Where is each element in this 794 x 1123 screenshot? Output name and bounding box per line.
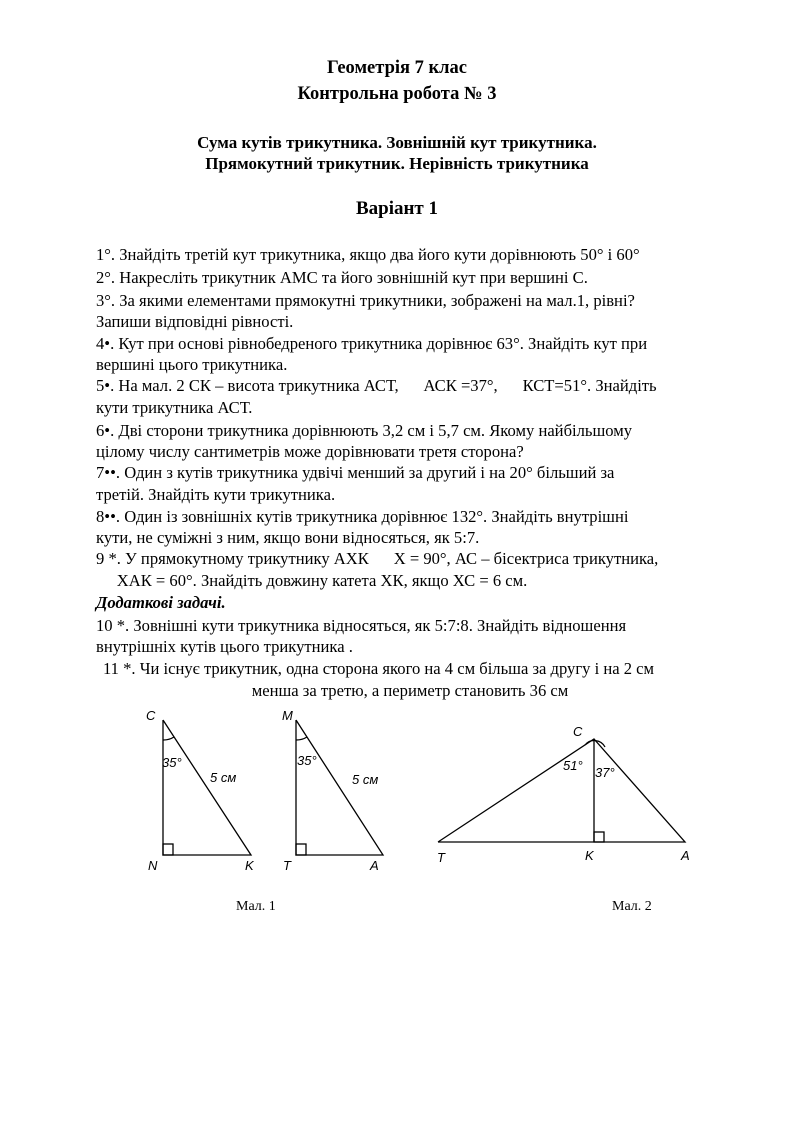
variant-heading: Варіант 1: [355, 198, 439, 219]
task-line: Запиши відповідні рівності.: [96, 312, 294, 331]
right-angle-mark: [296, 844, 306, 855]
task-line: 4•. Кут при основі рівнобедреного трикутника дорівнює 63°. Знайдіть кут при: [96, 334, 648, 353]
task-line: кути, не суміжні з ним, якщо вони відносяться, як 5:7.: [96, 528, 480, 547]
task-line: третій. Знайдіть кути трикутника.: [96, 485, 336, 504]
task-line: кути трикутника АСТ.: [96, 398, 253, 417]
side-label: 5 см: [210, 770, 237, 785]
topic-line-1: Сума кутів трикутника. Зовнішній кут трикутника.: [197, 133, 597, 152]
angle-label: 37°: [595, 765, 615, 780]
triangle-cnk: [163, 720, 251, 855]
task-11-line-1: 11 *. Чи існує трикутник, одна сторона якого на 4 см більша за другу і на 2 см: [103, 659, 655, 678]
task-line: 9 *. У прямокутному трикутнику АХК Х = 90°, АС – бісектриса трикутника,: [96, 549, 659, 568]
document-subtitle: Контрольна робота № 3: [297, 84, 497, 104]
angle-arc: [296, 737, 307, 740]
right-angle-mark: [163, 844, 173, 855]
vertex-label: T: [437, 850, 445, 865]
topic-line-2: Прямокутний трикутник. Нерівність трикутника: [205, 154, 589, 173]
triangle-act: [438, 739, 685, 842]
task-line: вершині цього трикутника.: [96, 355, 288, 374]
extra-tasks-heading: Додаткові задачі.: [96, 593, 226, 612]
task-line: 3°. За якими елементами прямокутні трикутники, зображені на мал.1, рівні?: [96, 291, 635, 310]
task-line: ХАК = 60°. Знайдіть довжину катета ХК, якщо ХС = 6 см.: [96, 571, 528, 590]
vertex-label: C: [573, 724, 583, 739]
angle-arc: [585, 741, 605, 747]
vertex-label: T: [283, 858, 291, 873]
side-label: 5 см: [352, 772, 379, 787]
task-line: 1°. Знайдіть третій кут трикутника, якщо два його кути дорівнюють 50° і 60°: [96, 245, 640, 264]
vertex-label: K: [245, 858, 254, 873]
angle-arc: [163, 737, 174, 740]
vertex-label: M: [282, 708, 293, 723]
task-line: внутрішніх кутів цього трикутника .: [96, 637, 353, 656]
document-title: Геометрія 7 клас: [326, 58, 468, 78]
figure-2-caption: Мал. 2: [612, 899, 652, 914]
angle-label: 35°: [297, 753, 317, 768]
triangle-mta: [296, 720, 383, 855]
vertex-label: N: [148, 858, 158, 873]
task-line: 8••. Один із зовнішніх кутів трикутника дорівнює 132°. Знайдіть внутрішні: [96, 507, 629, 526]
vertex-label: C: [146, 708, 156, 723]
task-line: 10 *. Зовнішні кути трикутника відносяться, як 5:7:8. Знайдіть відношення: [96, 616, 627, 635]
vertex-label: A: [681, 848, 690, 863]
angle-label: 51°: [563, 758, 583, 773]
vertex-label: K: [585, 848, 594, 863]
figure-1-caption: Мал. 1: [236, 899, 276, 914]
figure-1: [130, 700, 400, 880]
task-line: 5•. На мал. 2 СК – висота трикутника АСТ, АСК =37°, КСТ=51°. Знайдіть: [96, 376, 657, 395]
task-11-line-2: менша за третю, а периметр становить 36 см: [251, 681, 569, 700]
right-angle-mark: [594, 832, 604, 842]
task-line: 7••. Один з кутів трикутника удвічі менший за другий і на 20° більший за: [96, 463, 615, 482]
task-line: 6•. Дві сторони трикутника дорівнюють 3,2 см і 5,7 см. Якому найбільшому: [96, 421, 633, 440]
vertex-label: A: [370, 858, 379, 873]
task-line: цілому числу сантиметрів може дорівнювати третя сторона?: [96, 442, 524, 461]
task-line: 2°. Накресліть трикутник АМС та його зовнішній кут при вершині С.: [96, 268, 588, 287]
angle-label: 35°: [162, 755, 182, 770]
figure-2: [425, 712, 715, 872]
